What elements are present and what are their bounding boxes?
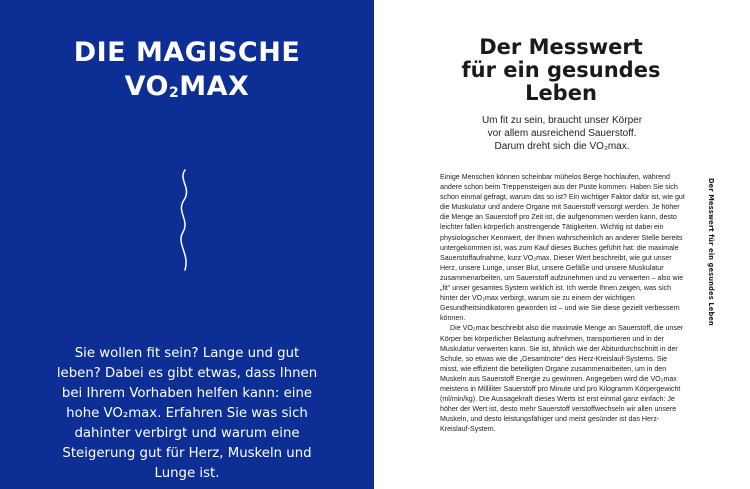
section-title-line2: für ein gesundes (461, 58, 661, 82)
section-title-line1: Der Messwert (479, 35, 643, 59)
chapter-title-line2: $VO_2MAX$ (124, 71, 250, 102)
chapter-title (0, 36, 374, 108)
lead-line3: Darum dreht sich die VO₂max. (494, 141, 630, 152)
chapter-intro: Sie wollen fit sein? Lange und gut leben? Dabei es gibt etwas, dass Ihnen bei Ihrem Vorhaben helfen kann: eine hohe VO₂max. Erfahren Sie was sich dahinter verbirgt und warum eine Steigerung gut für Herz, Muskeln und Lunge ist. (56, 346, 318, 481)
section-title (416, 36, 706, 105)
lead-line2: vor allem ausreichend Sauerstoff. (487, 128, 637, 139)
body-text (440, 172, 686, 434)
running-head-vertical: Der Messwert für ein gesundes Leben (707, 178, 715, 326)
lead-line1: Um fit zu sein, braucht unser Körper (481, 115, 643, 126)
body-paragraph-2: Die VO₂max beschreibt also die maximale Menge an Sauerstoff, die unser Körper bei körperlicher Belastung aufnehmen, transportieren und in der Muskulatur verwerten kann. Sie ist, ähnlich wie der Abiturdurchschnitt in der Schule, so etwas wie die „Gesamtnote“ des Herz-Kreislauf-Systems. Sie misst, wie effizient die beteiligten Organe zusammenarbeiten, um in den Muskeln aus Sauerstoff Energie zu gewinnen. Angegeben wird die VO₂max meistens in Milliliter Sauerstoff pro Minute und pro Kilogramm Körpergewicht (ml/min/kg). Die Aussagekraft dieses Werts ist erst einmal ganz einfach: Je höher der Wert ist, desto mehr Sauerstoff verstoffwechseln wir allen unsere Muskeln, und desto leistungsfähiger und meist gesünder ist das Herz-Kreislauf-System. (440, 324, 684, 434)
left-page (0, 0, 374, 489)
chapter-title-line1: DIE MAGISCHE (73, 37, 301, 68)
body-paragraph-1: Einige Menschen können scheinbar mühelos Berge hochlaufen, während andere schon beim Treppensteigen aus der Puste kommen. Haben Sie sich schon einmal gefragt, warum das so ist? Ein wichtiger Faktor dafür ist, wie gut die Muskulatur und andere Organe mit Sauerstoff versorgt werden. Je höher die Menge an Sauerstoff pro Zeit ist, die aufgenommen werden kann, desto leichter fallen körperlich anstrengende Tätigkeiten. Wichtig ist dabei ein physiologischer Kennwert, der Ihnen wahrscheinlich an anderer Stelle bereits untergekommen ist, was zum Kauf dieses Buches geführt hat: die maximale Sauerstoffaufnahme, kurz VO₂max. Dieser Wert beschreibt, wie gut unser Herz, unsere Lunge, unser Blut, unsere Gefäße und unsere Muskulatur zusammenarbeiten, um Sauerstoff aufzunehmen und zu verwerten – also wie „fit“ unser gesamtes System wirklich ist. Ich werde Ihnen zeigen, was sich hinter der VO₂max verbirgt, warum sie zu einem der wichtigen Gesundheitsindikatoren geworden ist – und wie Sie diese gezielt verbessern können. (440, 173, 685, 323)
section-title-line3: Leben (525, 81, 597, 105)
right-page (374, 0, 750, 489)
section-lead (374, 114, 750, 153)
wavy-line-icon (170, 168, 200, 272)
